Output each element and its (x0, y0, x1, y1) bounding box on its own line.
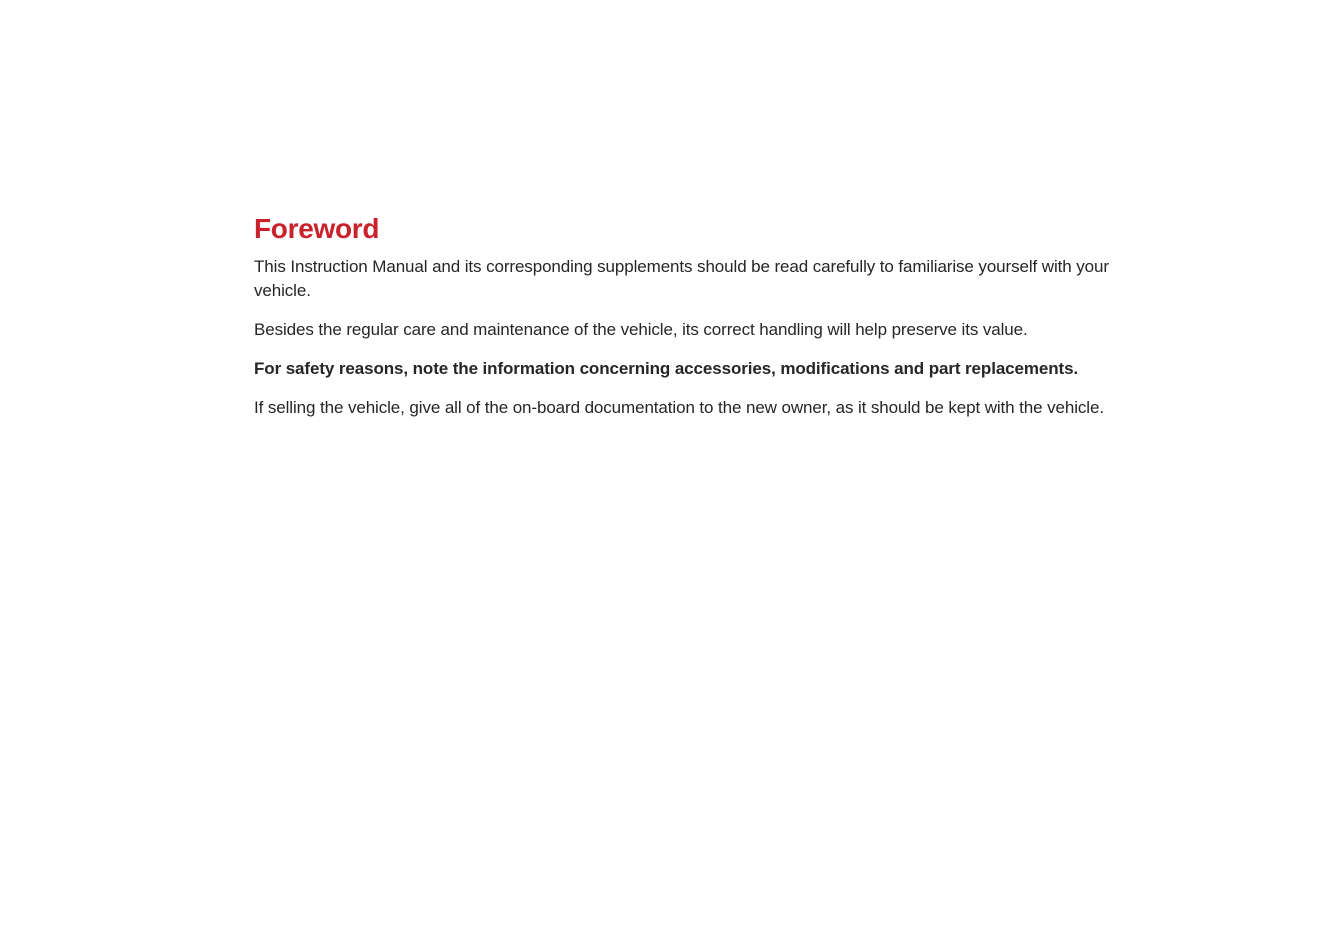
paragraph-care-maintenance: Besides the regular care and maintenance of the vehicle, its correct handling will help preserve its value. (254, 320, 1028, 339)
paragraph-safety-notice: For safety reasons, note the information concerning accessories, modifications and part replacements. (254, 359, 1079, 378)
paragraph-selling-vehicle: If selling the vehicle, give all of the on-board documentation to the new owner, as it should be kept with the vehicle. (254, 398, 1104, 417)
page-title: Foreword (254, 213, 380, 244)
foreword-section (254, 214, 1150, 435)
paragraph-read-carefully: This Instruction Manual and its corresponding supplements should be read carefully to familiarise yourself with your vehicle. (254, 257, 1109, 300)
